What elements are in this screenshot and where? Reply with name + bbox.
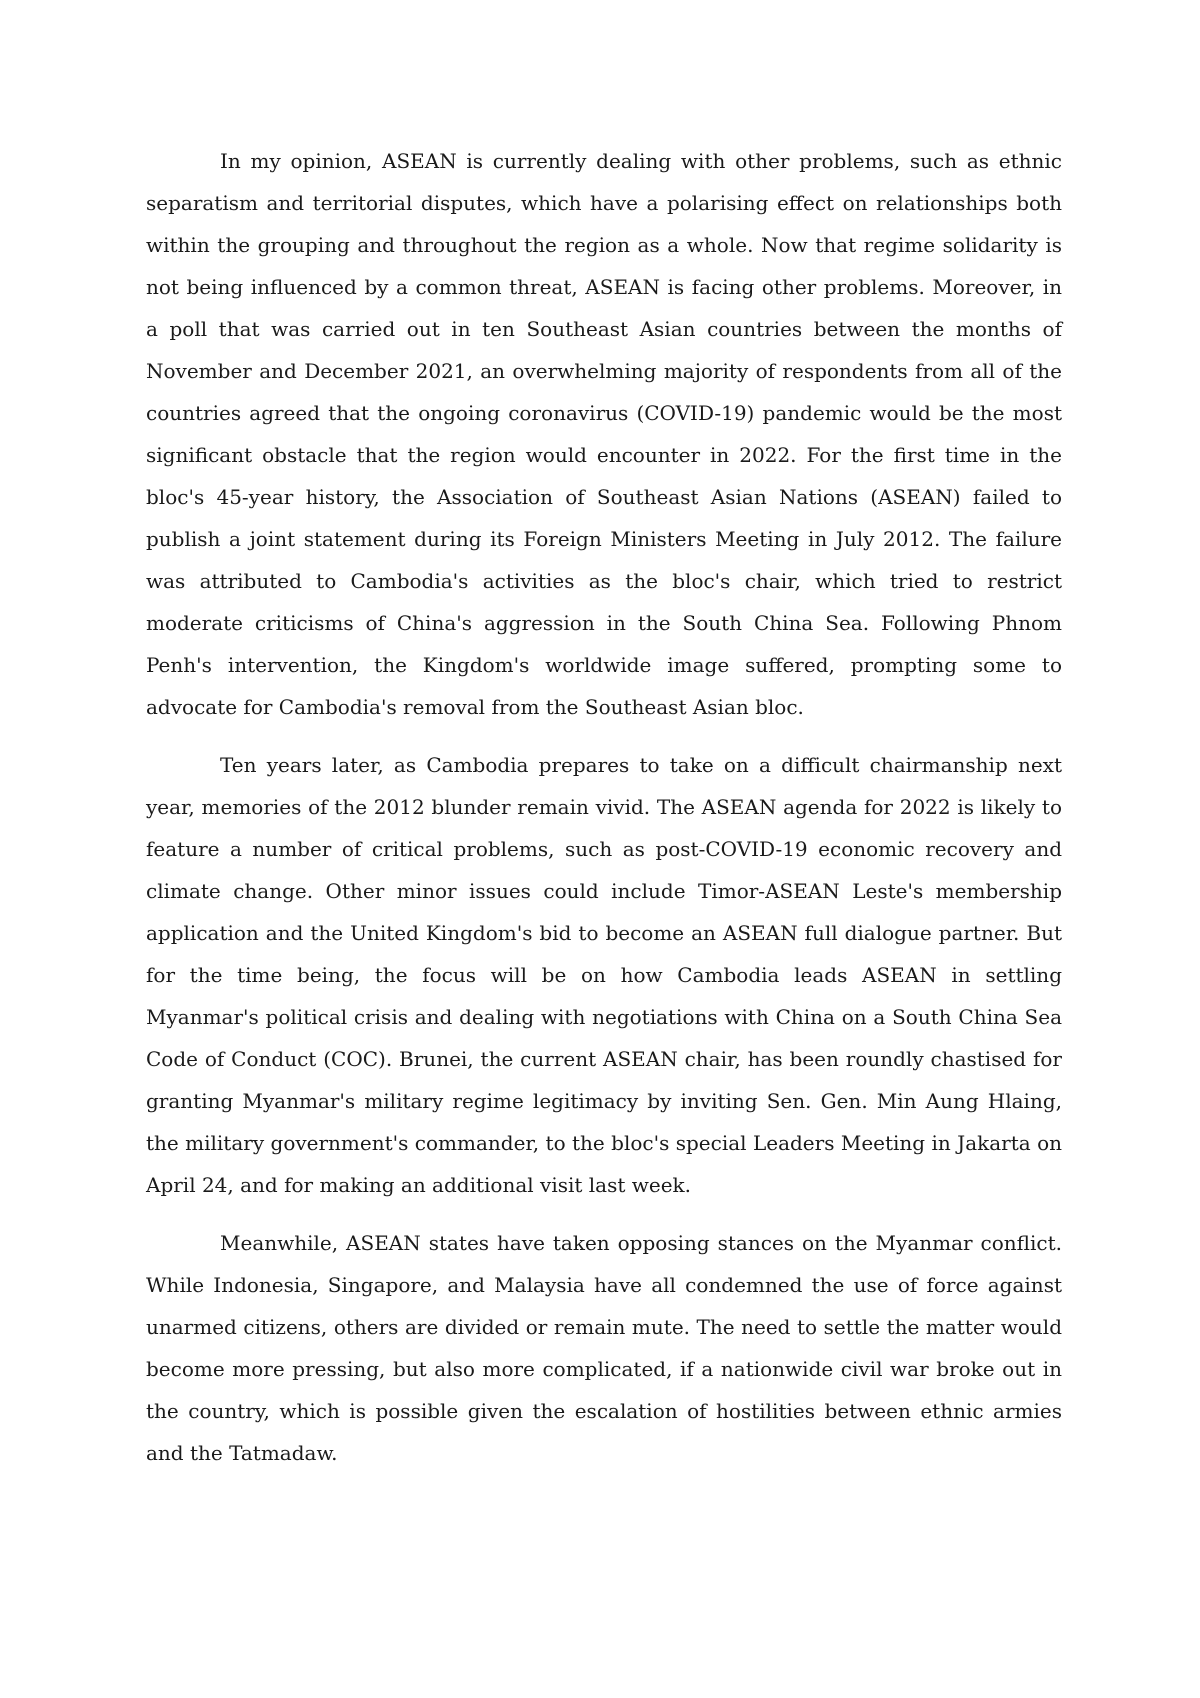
- paragraph-1: In my opinion, ASEAN is currently dealing with other problems, such as ethnic separatism and territorial disputes, which have a polarising effect on relationships both within the grouping and throughout the region as a whole. Now that regime solidarity is not being influenced by a common threat, ASEAN is facing other problems. Moreover, in a poll that was carried out in ten Southeast Asian countries between the months of November and December 2021, an overwhelming majority of respondents from all of the countries agreed that the ongoing coronavirus (COVID-19) pandemic would be the most significant obstacle that the region would encounter in 2022. For the first time in the bloc's 45-year history, the Association of Southeast Asian Nations (ASEAN) failed to publish a joint statement during its Foreign Ministers Meeting in July 2012. The failure was attributed to Cambodia's activities as the bloc's chair, which tried to restrict moderate criticisms of China's aggression in the South China Sea. Following Phnom Penh's intervention, the Kingdom's worldwide image suffered, prompting some to advocate for Cambodia's removal from the Southeast Asian bloc.: [146, 149, 1062, 719]
- paragraph-2: Ten years later, as Cambodia prepares to take on a difficult chairmanship next year, memories of the 2012 blunder remain vivid. The ASEAN agenda for 2022 is likely to feature a number of critical problems, such as post-COVID-19 economic recovery and climate change. Other minor issues could include Timor-ASEAN Leste's membership application and the United Kingdom's bid to become an ASEAN full dialogue partner. But for the time being, the focus will be on how Cambodia leads ASEAN in settling Myanmar's political crisis and dealing with negotiations with China on a South China Sea Code of Conduct (COC). Brunei, the current ASEAN chair, has been roundly chastised for granting Myanmar's military regime legitimacy by inviting Sen. Gen. Min Aung Hlaing, the military government's commander, to the bloc's special Leaders Meeting in Jakarta on April 24, and for making an additional visit last week.: [146, 753, 1062, 1197]
- document-body: [146, 140, 1062, 1490]
- paragraph-3: Meanwhile, ASEAN states have taken opposing stances on the Myanmar conflict. While Indonesia, Singapore, and Malaysia have all condemned the use of force against unarmed citizens, others are divided or remain mute. The need to settle the matter would become more pressing, but also more complicated, if a nationwide civil war broke out in the country, which is possible given the escalation of hostilities between ethnic armies and the Tatmadaw.: [146, 1231, 1062, 1465]
